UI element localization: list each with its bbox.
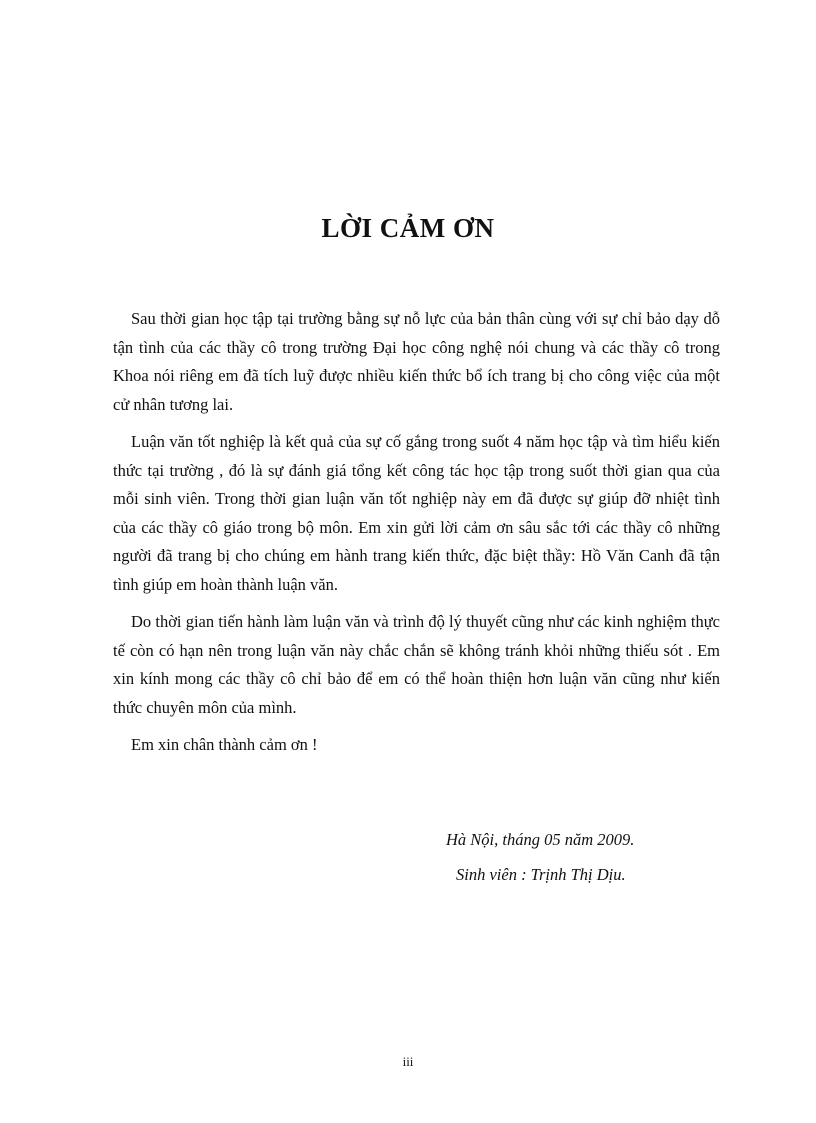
page-number: iii	[402, 1054, 414, 1069]
acknowledgement-body	[113, 305, 720, 769]
signature-block	[446, 822, 634, 892]
page-title: LỜI CẢM ƠN	[321, 213, 495, 243]
paragraph-1: Sau thời gian học tập tại trường bằng sự nỗ lực của bản thân cùng với sự chỉ bảo dạy dỗ tận tình của các thầy cô trong trường Đại học công nghệ nói chung và các thầy cô trong Khoa nói riêng em đã tích luỹ được nhiều kiến thức bổ ích trang bị cho công việc của một cử nhân tương lai.	[113, 309, 720, 414]
paragraph-2: Luận văn tốt nghiệp là kết quả của sự cố gắng trong suốt 4 năm học tập và tìm hiểu kiến thức tại trường , đó là sự đánh giá tổng kết công tác học tập trong suốt thời gian qua của mỗi sinh viên. Trong thời gian luận văn tốt nghiệp này em đã được sự giúp đỡ nhiệt tình của các thầy cô giáo trong bộ môn. Em xin gửi lời cảm ơn sâu sắc tới các thầy cô những người đã trang bị cho chúng em hành trang kiến thức, đặc biệt thầy: Hồ Văn Canh đã tận tình giúp em hoàn thành luận văn.	[113, 432, 720, 594]
paragraph-4: Em xin chân thành cảm ơn !	[131, 735, 318, 754]
student-name: Sinh viên : Trịnh Thị Dịu.	[456, 865, 626, 884]
place-date: Hà Nội, tháng 05 năm 2009.	[446, 830, 635, 849]
paragraph-3: Do thời gian tiến hành làm luận văn và trình độ lý thuyết cũng như các kinh nghiệm thực tế còn có hạn nên trong luận văn này chắc chắn sẽ không tránh khỏi những thiếu sót . Em xin kính mong các thầy cô chỉ bảo để em có thể hoàn thiện hơn luận văn cũng như kiến thức chuyên môn của mình.	[113, 612, 720, 717]
